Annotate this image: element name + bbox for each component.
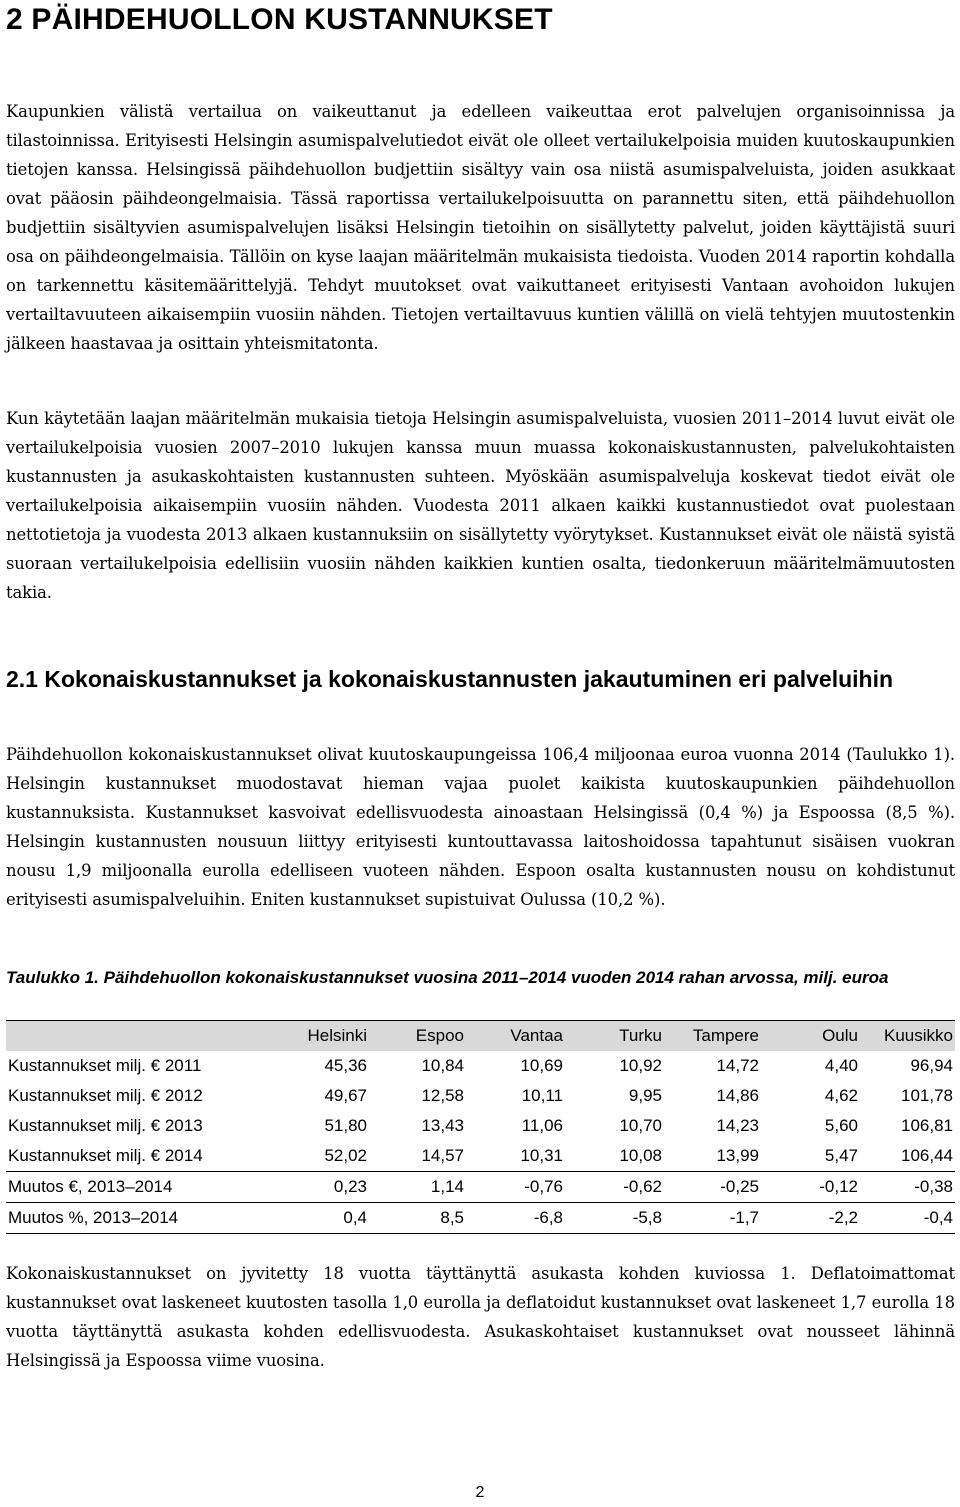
- table-cell: 13,43: [421, 1116, 464, 1135]
- table-row: [6, 1203, 955, 1234]
- table-cell: -5,8: [565, 1203, 664, 1234]
- table-header-cell: [6, 1021, 244, 1052]
- table-cell: 4,62: [824, 1086, 858, 1105]
- page-heading: 2 PÄIHDEHUOLLON KUSTANNUKSET: [6, 3, 553, 36]
- table-cell: 8,5: [369, 1203, 466, 1234]
- table-row: [6, 1141, 955, 1172]
- table-cell: 14,72: [716, 1056, 759, 1075]
- table-cell: 10,70: [619, 1116, 662, 1135]
- table-cell: 51,80: [324, 1116, 367, 1135]
- paragraph-total-costs: Päihdehuollon kokonaiskustannukset olivat kuutoskaupungeissa 106,4 miljoonaa euroa vuonna 2014 (Taulukko 1). Helsingin kustannukset muodostavat hieman vajaa puolet kaikista kuutoskaupunkien päihdehuollon kustannuksista. Kustannukset kasvoivat edellisvuodesta ainoastaan Helsingissä (0,4 %) ja Espoossa (8,5 %). Helsingin kustannusten nousuun liittyy erityisesti kuntouttavassa laitoshoidossa tapahtunut sisäisen vuokran nousu 1,9 miljoonalla eurolla edelliseen vuoteen nähden. Espoon osalta kustannusten nousu on kohdistunut erityisesti asumispalveluihin. Eniten kustannukset supistuivat Oulussa (10,2 %).: [6, 745, 955, 909]
- table-row-label: Kustannukset milj. € 2011: [8, 1056, 202, 1075]
- table-cell: 106,44: [901, 1146, 953, 1165]
- table-cell: 96,94: [910, 1056, 953, 1075]
- table-header-cell: Vantaa: [510, 1026, 563, 1045]
- table-header-cell: Helsinki: [307, 1026, 367, 1045]
- table-cell: 49,67: [324, 1086, 367, 1105]
- table-row: [6, 1111, 955, 1141]
- table-cell: -0,76: [466, 1172, 565, 1203]
- table-cell: 45,36: [324, 1056, 367, 1075]
- table-row: [6, 1051, 955, 1081]
- table-cell: 10,84: [421, 1056, 464, 1075]
- table-caption: Taulukko 1. Päihdehuollon kokonaiskustannukset vuosina 2011–2014 vuoden 2014 rahan arvossa, milj. euroa: [6, 968, 889, 987]
- page-number: 2: [475, 1484, 485, 1501]
- table-cell: 12,58: [421, 1086, 464, 1105]
- table-cell: -0,38: [860, 1172, 955, 1203]
- table-row: [6, 1172, 955, 1203]
- paragraph-definitions: Kun käytetään laajan määritelmän mukaisia tietoja Helsingin asumispalveluista, vuosien 2011–2014 luvut eivät ole vertailukelpoisia vuosien 2007–2010 lukujen kanssa muun muassa kokonaiskustannusten, palvelukohtaisten kustannusten ja asukaskohtaisten kustannusten suhteen. Myöskään asumispalveluja koskevat tiedot eivät ole vertailukelpoisia aikaisempiin vuosiin nähden. Vuodesta 2011 alkaen kaikki kustannustiedot ovat puolestaan nettotietoja ja vuodesta 2013 alkaen kustannuksiin on sisällytetty vyörytykset. Kustannukset eivät ole näistä syistä suoraan vertailukelpoisia edellisiin vuosiin nähden kaikkien kuntien osalta, tiedonkeruun määritelmämuutosten takia.: [6, 409, 955, 602]
- table-cell: 13,99: [716, 1146, 759, 1165]
- table-cell: 9,95: [628, 1086, 662, 1105]
- table-cell: 10,69: [520, 1056, 563, 1075]
- table-header-row: [6, 1021, 955, 1052]
- table-row-label: Muutos €, 2013–2014: [6, 1172, 244, 1203]
- table-cell: 10,11: [521, 1086, 563, 1105]
- table-row-label: Kustannukset milj. € 2012: [8, 1086, 203, 1105]
- table-cell: 106,81: [901, 1116, 953, 1135]
- table-header-cell: Tampere: [692, 1026, 759, 1045]
- table-cell: -2,2: [761, 1203, 860, 1234]
- table-header-cell: Kuusikko: [884, 1026, 953, 1045]
- paragraph-intro: Kaupunkien välistä vertailua on vaikeuttanut ja edelleen vaikeuttaa erot palvelujen organisoinnissa ja tilastoinnissa. Erityisesti Helsingin asumispalvelutiedot eivät ole olleet vertailukelpoisia muiden kuutoskaupunkien tietojen kanssa. Helsingissä päihdehuollon budjettiin sisältyy vain osa niistä asumispalveluista, joiden asukkaat ovat pääosin päihdeongelmaisia. Tässä raportissa vertailukelpoisuutta on parannettu siten, että päihdehuollon budjettiin sisältyvien asumispalvelujen lisäksi Helsingin tietoihin on sisällytetty palvelut, joiden käyttäjistä suuri osa on päihdeongelmaisia. Tällöin on kyse laajan määritelmän mukaisista tiedoista. Vuoden 2014 raportin kohdalla on tarkennettu käsitemäärittelyjä. Tehdyt muutokset ovat vaikuttaneet erityisesti Vantaan avohoidon lukujen vertailtavuuteen aikaisempiin vuosiin nähden. Tietojen vertailtavuus kuntien välillä on vielä tehtyjen muutostenkin jälkeen haastavaa ja osittain yhteismitatonta.: [6, 102, 955, 353]
- table-header-cell: Espoo: [415, 1026, 464, 1045]
- table-cell: 0,4: [244, 1203, 369, 1234]
- table-header-cell: Turku: [619, 1026, 662, 1045]
- table-cell: 0,23: [244, 1172, 369, 1203]
- table-cell: 101,78: [901, 1086, 953, 1105]
- table-row: [6, 1081, 955, 1111]
- costs-table: [6, 1020, 955, 1234]
- table-cell: -1,7: [664, 1203, 761, 1234]
- table-row-label: Kustannukset milj. € 2013: [8, 1116, 203, 1135]
- table-cell: -0,62: [565, 1172, 664, 1203]
- table-cell: 1,14: [369, 1172, 466, 1203]
- table-cell: 5,47: [824, 1146, 858, 1165]
- table-cell: 4,40: [824, 1056, 858, 1075]
- paragraph-per-capita: Kokonaiskustannukset on jyvitetty 18 vuotta täyttänyttä asukasta kohden kuviossa 1. Deflatoimattomat kustannukset ovat laskeneet kuutosten tasolla 1,0 eurolla ja deflatoidut kustannukset ovat laskeneet 1,7 eurolla 18 vuotta täyttänyttä asukasta kohden edellisvuodesta. Asukaskohtaiset kustannukset ovat nousseet lähinnä Helsingissä ja Espoossa viime vuosina.: [6, 1264, 955, 1370]
- table-cell: 14,57: [421, 1146, 464, 1165]
- table-cell: -0,25: [664, 1172, 761, 1203]
- section-heading: 2.1 Kokonaiskustannukset ja kokonaiskustannusten jakautuminen eri palveluihin: [6, 666, 894, 692]
- table-cell: -0,12: [761, 1172, 860, 1203]
- table-cell: 14,23: [716, 1116, 759, 1135]
- table-header-cell: Oulu: [822, 1026, 858, 1045]
- table-cell: 52,02: [324, 1146, 367, 1165]
- table-row-label: Muutos %, 2013–2014: [6, 1203, 244, 1234]
- table-cell: 14,86: [716, 1086, 759, 1105]
- table-row-label: Kustannukset milj. € 2014: [8, 1146, 203, 1165]
- table-cell: -6,8: [466, 1203, 565, 1234]
- table-cell: 11,06: [521, 1116, 563, 1135]
- table-cell: 10,08: [619, 1146, 662, 1165]
- table-cell: -0,4: [860, 1203, 955, 1234]
- table-cell: 10,92: [619, 1056, 662, 1075]
- table-cell: 10,31: [520, 1146, 563, 1165]
- table-cell: 5,60: [824, 1116, 858, 1135]
